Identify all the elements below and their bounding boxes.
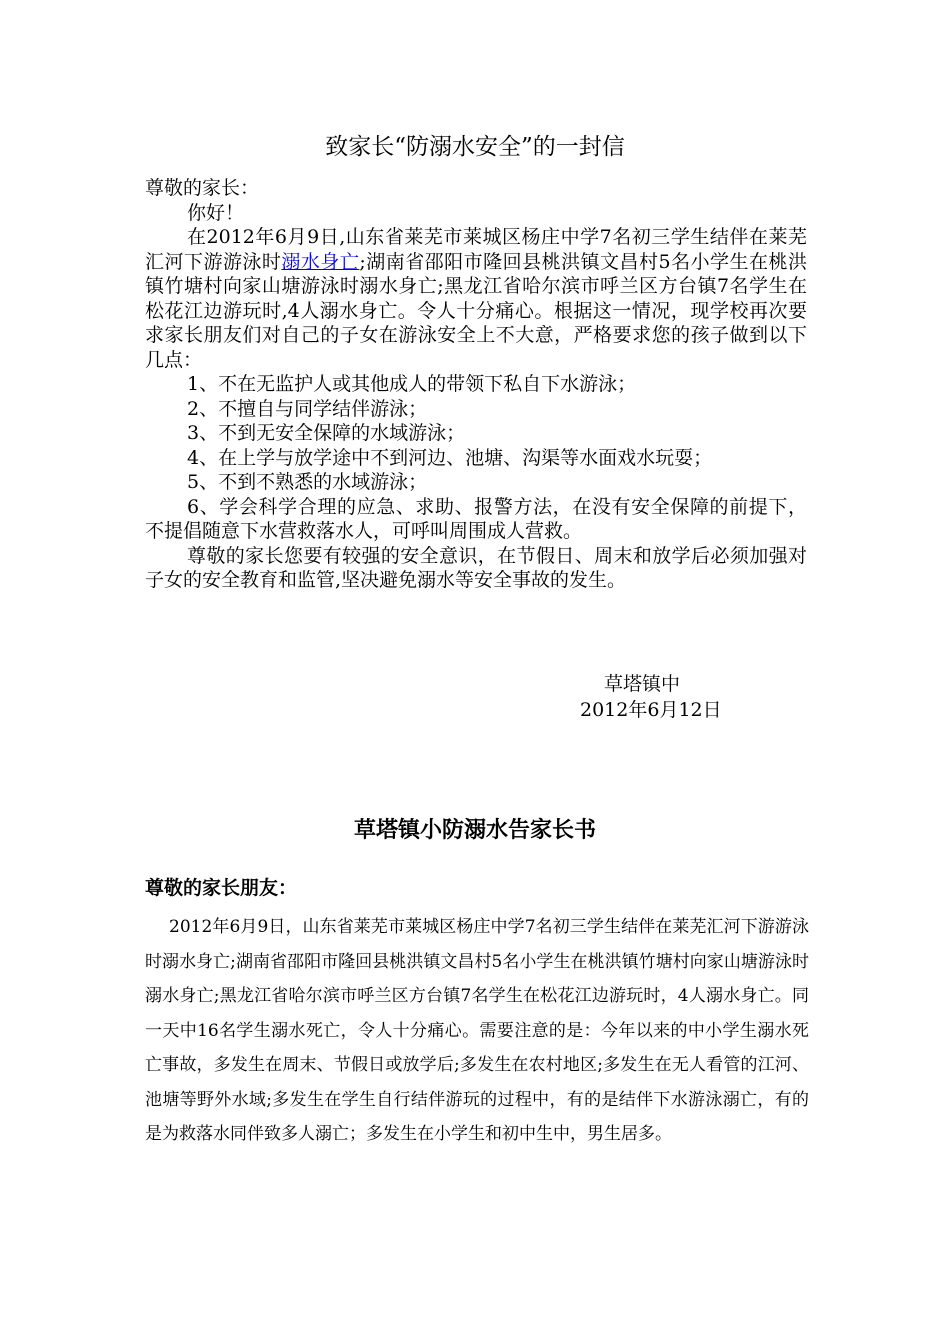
- letter1-salutation: 尊敬的家长：: [145, 177, 260, 199]
- letter2-title: 草塔镇小防溺水告家长书: [353, 818, 596, 843]
- list-item-5: 5、不到不熟悉的水域游泳；: [187, 471, 428, 493]
- list-item-4: 4、在上学与放学途中不到河边、池塘、沟渠等水面戏水玩耍；: [187, 446, 713, 469]
- letter1-para-text-a: 在2012年6月9日,山东省莱芜市莱城区杨庄中学7名初三学生结伴在莱芜汇河下游游泳时: [145, 226, 807, 273]
- list-item-2: 2、不擅自与同学结伴游泳；: [187, 397, 428, 420]
- list-item-3: 3、不到无安全保障的水域游泳；: [187, 422, 466, 444]
- letter2-body-text: 2012年6月9日，山东省莱芜市莱城区杨庄中学7名初三学生结伴在莱芜汇河下游游泳时溺水身亡;湖南省邵阳市隆回县桃洪镇文昌村5名小学生在桃洪镇竹塘村向家山塘游泳时溺水身亡;黑龙江省哈尔滨市呼兰区方台镇7名学生在松花江边游玩时，4人溺水身亡。同一天中16名学生溺水死亡，令人十分痛心。需要注意的是：今年以来的中小学生溺水死亡事故，多发生在周末、节假日或放学后;多发生在农村地区;多发生在无人看管的江河、池塘等野外水域;多发生在学生自行结伴游玩的过程中，有的是结伴下水游泳溺亡，有的是为救落水同伴致多人溺亡；多发生在小学生和初中生中，男生居多。: [145, 917, 809, 1144]
- letter2-body: [145, 910, 809, 1152]
- letter1-closing: 尊敬的家长您要有较强的安全意识，在节假日、周末和放学后必须加强对子女的安全教育和监管,坚决避免溺水等安全事故的发生。: [145, 544, 807, 591]
- letter1-greeting: 你好！: [187, 201, 245, 224]
- drowning-link[interactable]: 溺水身亡: [281, 250, 360, 273]
- letter1-paragraph: [145, 225, 807, 372]
- letter1-title: 致家长“防溺水安全”的一封信: [325, 134, 625, 160]
- signature-org: 草塔镇中: [604, 673, 681, 695]
- list-item-1: 1、不在无监护人或其他成人的带领下私自下水游泳；: [187, 373, 637, 395]
- letter2-salutation: 尊敬的家长朋友：: [145, 877, 298, 899]
- letter1-para-text-b: ;湖南省邵阳市隆回县桃洪镇文昌村5名小学生在桃洪镇竹塘村向家山塘游泳时溺水身亡;黑龙江省哈尔滨市呼兰区方台镇7名学生在松花江边游玩时,4人溺水身亡。令人十分痛心。根据这一情况，现学校再次要求家长朋友们对自己的子女在游泳安全上不大意，严格要求您的孩子做到以下几点：: [145, 250, 807, 371]
- signature-date: 2012年6月12日: [580, 699, 722, 721]
- letter1-body: [145, 176, 807, 593]
- list-item-6: 6、学会科学合理的应急、求助、报警方法，在没有安全保障的前提下，不提倡随意下水营救落水人，可呼叫周围成人营救。: [145, 495, 807, 542]
